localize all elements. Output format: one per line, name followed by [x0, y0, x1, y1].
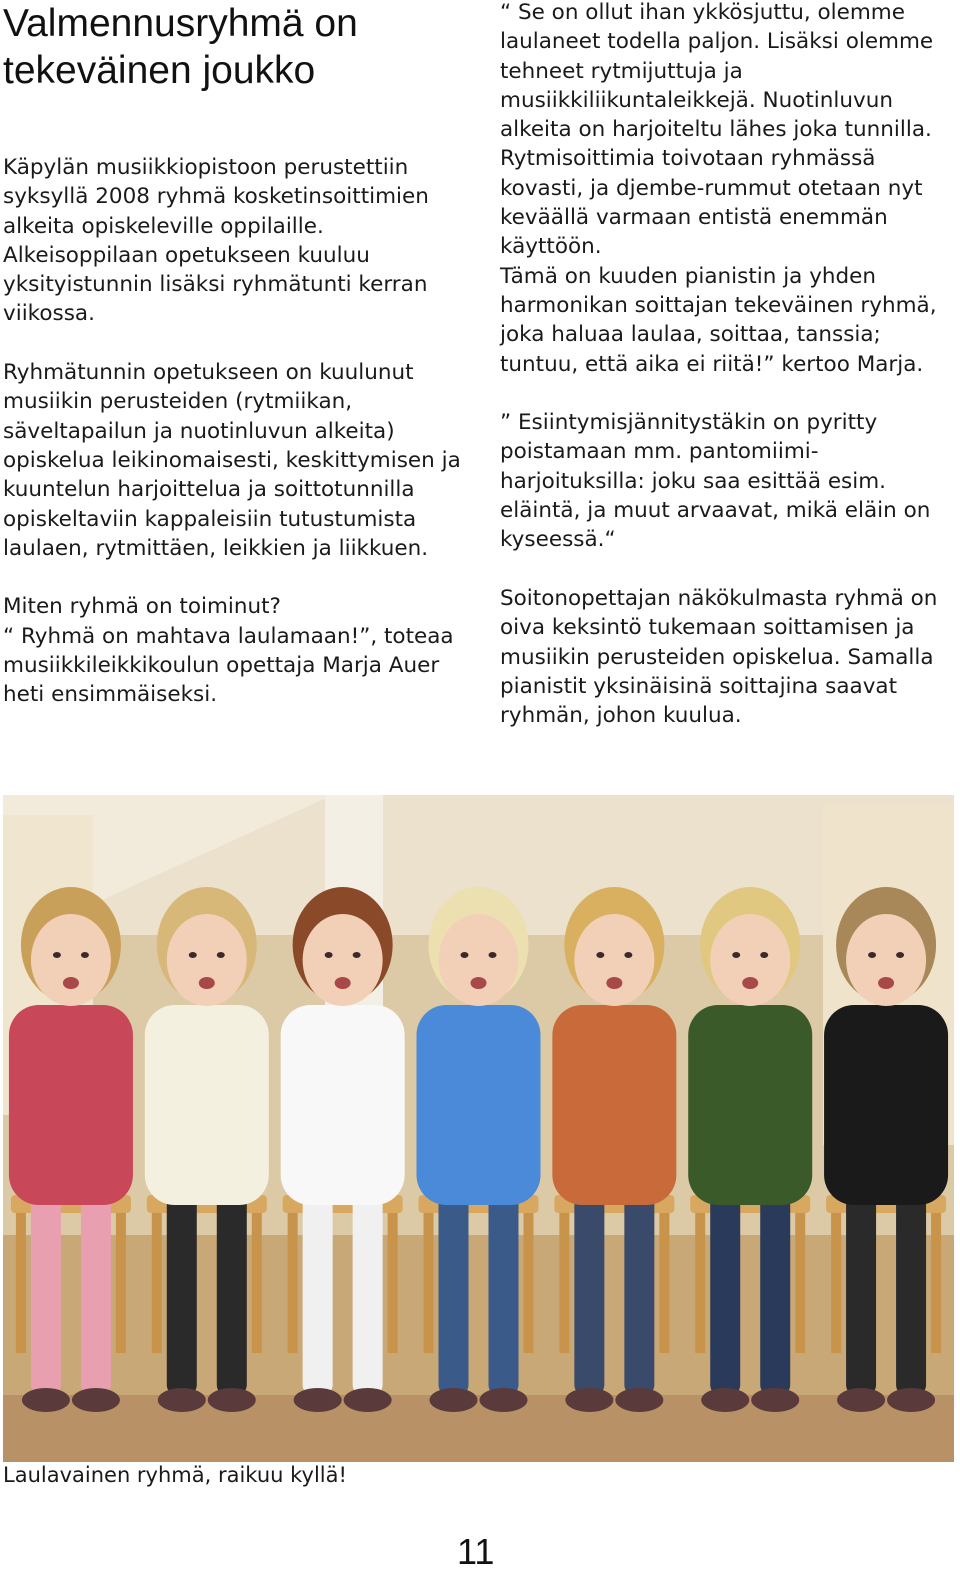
group-photo — [3, 795, 954, 1462]
article-left-column — [3, 153, 473, 710]
stage-fright-paragraph: ” Esiintymisjännitystäkin on pyritty poistamaan mm. pantomiimi-harjoituksilla: joku saa esittää esim. eläintä, ja muut arvaavat, mikä eläin on kyseessä.“ — [500, 410, 931, 553]
teacher-perspective-paragraph: Soitonopettajan näkökulmasta ryhmä on oiva keksintö tukemaan soittamisen ja musiikin perusteiden opiskelua. Samalla pianistit yksinäisinä soittajina saavat ryhmän, johon kuulua. — [500, 585, 938, 729]
group-photo-illustration — [3, 795, 954, 1462]
teacher-quote-paragraph: “ Ryhmä on mahtava laulamaan!”, toteaa musiikkileikkikoulun opettaja Marja Auer heti ensimmäiseksi. — [3, 623, 454, 708]
photo-caption: Laulavainen ryhmä, raikuu kyllä! — [3, 1463, 347, 1487]
intro-paragraph: Käpylän musiikkiopistoon perustettiin syksyllä 2008 ryhmä kosketinsoittimien alkeita opiskeleville oppilaille. Alkeisoppilaan opetukseen kuuluu yksityistunnin lisäksi ryhmätunti kerran viikossa. — [3, 155, 429, 327]
page-number: 11 — [457, 1531, 495, 1572]
question-heading: Miten ryhmä on toiminut? — [3, 594, 281, 620]
article-title: Valmennusryhmä on tekeväinen joukko — [3, 2, 358, 92]
group-description-paragraph: Tämä on kuuden pianistin ja yhden harmonikan soittajan tekeväinen ryhmä, joka haluaa laulaa, soittaa, tanssia; tuntuu, että aika ei riitä!” kertoo Marja. — [500, 263, 937, 377]
article-right-column — [500, 0, 958, 730]
quote-continuation-paragraph: “ Se on ollut ihan ykkösjuttu, olemme laulaneet todella paljon. Lisäksi olemme tehneet rytmijuttuja ja musiikkiliikuntaleikkejä. Nuotinluvun alkeita on harjoiteltu lähes joka tunnilla. Rytmisoittimia toivotaan ryhmässä kovasti, ja djembe-rummut otetaan nyt keväällä varmaan entistä enemmän käyttöön. — [500, 0, 934, 260]
group-lesson-paragraph: Ryhmätunnin opetukseen on kuulunut musiikin perusteiden (rytmiikan, säveltapailun ja nuotinluvun alkeita) opiskelua leikinomaisesti, keskittymisen ja kuuntelun harjoittelua ja soittotunnilla opiskeltaviin kappaleisiin tutustumista laulaen, rytmittäen, leikkien ja liikkuen. — [3, 360, 461, 561]
